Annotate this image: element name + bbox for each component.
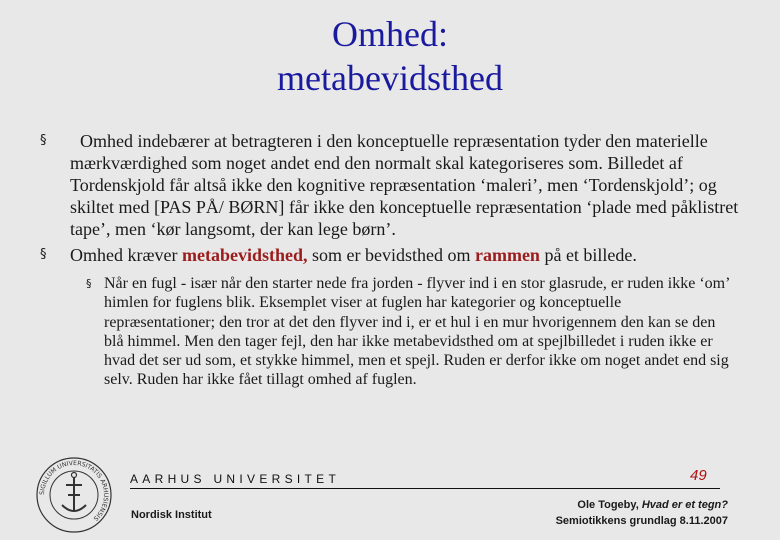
author-name: Ole Togeby, <box>577 499 642 511</box>
square-bullet-icon: § <box>40 133 47 148</box>
page-number: 49 <box>690 467 707 484</box>
department-name: Nordisk Institut <box>131 509 212 521</box>
title-line-2: metabevidsthed <box>277 58 503 98</box>
bullet-2 <box>40 244 750 266</box>
term-metabevidsthed: metabevidsthed, <box>181 245 308 265</box>
square-bullet-icon: § <box>86 277 92 290</box>
title-line-1: Omhed: <box>332 14 448 54</box>
sub-bullet <box>86 274 734 390</box>
footer-divider <box>130 488 720 489</box>
square-bullet-icon: § <box>40 247 47 262</box>
university-name: AARHUS UNIVERSITET <box>130 472 341 486</box>
sub-bullet-text: Når en fugl - især når den starter nede fra jorden - flyver ind i en stor glasrude, er ruden ikke ‘om’ himlen for fuglens blik. Eksemplet viser at fuglen har kategorier og konceptuelle repræsentationer; den tror at det den flyver ind i, er et hul i en mur hvorigennem den kan se den blå himmel. Men den tager fejl, den har ikke metabevidsthed om at spejlbilledet i ruden ikke er hvad det ser ud som, et stykke himmel, men et spejl. Ruden er derfor ikke om noget andet end sig selv. Ruden har ikke fået tillagt omhed af fuglen. <box>104 275 730 389</box>
bullet-2-pre: Omhed kræver <box>70 245 182 265</box>
bullet-1 <box>40 130 750 240</box>
work-title: Hvad er et tegn? <box>641 499 728 511</box>
slide-title <box>0 12 780 100</box>
author-block <box>556 497 728 529</box>
bullet-list <box>40 130 750 270</box>
course-info: Semiotikkens grundlag 8.11.2007 <box>555 515 728 527</box>
bullet-2-mid: som er bevidsthed om <box>307 245 475 265</box>
bullet-2-post: på et billede. <box>539 245 637 265</box>
seal-text: SIGILLUM UNIVERSITATIS ARHUSIENSIS <box>38 459 110 522</box>
bullet-1-text: Omhed indebærer at betragteren i den konceptuelle repræsentation tyder den materielle mærkværdighed som noget andet end den normalt skal kategoriseres som. Billedet af Tordenskjold får altså ikke den kognitive repræsentation ‘maleri’, men ‘Tordenskjold’; og skiltet med [PAS PÅ/ BØRN] får ikke den konceptuelle repræsentation ‘plade med påklistret tape’, men ‘kør langsomt, der kan lege børn’. <box>70 131 739 239</box>
university-seal-icon <box>34 455 114 535</box>
term-rammen: rammen <box>474 245 540 265</box>
